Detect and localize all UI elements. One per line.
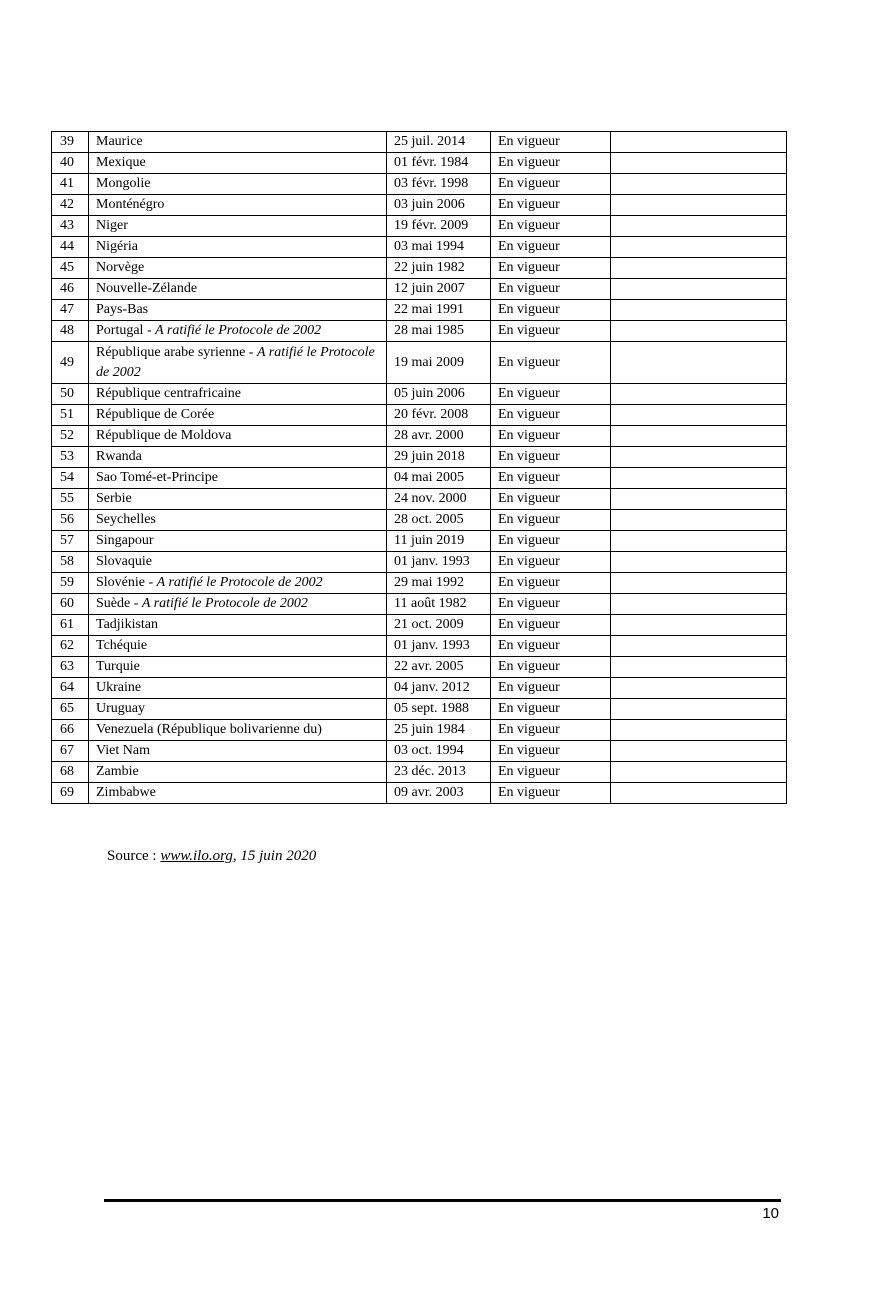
notes-cell [611,510,787,531]
status-cell: En vigueur [491,405,611,426]
country-cell [89,552,387,573]
ratification-date: 28 mai 1985 [387,321,491,342]
table-row [52,573,787,594]
notes-cell [611,741,787,762]
row-number: 43 [52,216,89,237]
ratification-date: 25 juin 1984 [387,720,491,741]
ratification-date: 22 mai 1991 [387,300,491,321]
country-cell [89,573,387,594]
country-name: Monténégro [96,197,165,212]
country-name: Suède - [96,596,142,611]
table-row [52,405,787,426]
country-cell [89,594,387,615]
country-name: Zambie [96,764,139,779]
row-number: 40 [52,153,89,174]
notes-cell [611,405,787,426]
row-number: 62 [52,636,89,657]
ratification-date: 22 avr. 2005 [387,657,491,678]
country-cell [89,720,387,741]
country-cell [89,216,387,237]
country-name: Singapour [96,533,154,548]
table-row [52,426,787,447]
ratification-date: 03 oct. 1994 [387,741,491,762]
country-cell [89,237,387,258]
notes-cell [611,237,787,258]
notes-cell [611,636,787,657]
row-number: 47 [52,300,89,321]
ratification-date: 29 mai 1992 [387,573,491,594]
status-cell: En vigueur [491,531,611,552]
protocol-note: A ratifié le Protocole de 2002 [155,323,322,338]
table-row [52,300,787,321]
row-number: 46 [52,279,89,300]
status-cell: En vigueur [491,237,611,258]
row-number: 61 [52,615,89,636]
table-row [52,153,787,174]
row-number: 39 [52,132,89,153]
ratification-date: 28 avr. 2000 [387,426,491,447]
notes-cell [611,699,787,720]
country-cell [89,762,387,783]
row-number: 60 [52,594,89,615]
status-cell: En vigueur [491,615,611,636]
notes-cell [611,615,787,636]
table-row [52,636,787,657]
table-row [52,279,787,300]
country-cell [89,300,387,321]
status-cell: En vigueur [491,741,611,762]
country-name: République de Moldova [96,428,232,443]
ratification-date: 22 juin 1982 [387,258,491,279]
status-cell: En vigueur [491,195,611,216]
country-cell [89,258,387,279]
row-number: 50 [52,384,89,405]
country-cell [89,699,387,720]
status-cell: En vigueur [491,552,611,573]
notes-cell [611,342,787,384]
country-cell [89,447,387,468]
status-cell: En vigueur [491,489,611,510]
status-cell: En vigueur [491,384,611,405]
protocol-note: A ratifié le Protocole de 2002 [141,596,308,611]
table-row [52,531,787,552]
table-body [52,132,787,804]
country-name: Slovénie - [96,575,157,590]
protocol-note: A ratifié le Protocole de 2002 [96,344,375,380]
notes-cell [611,720,787,741]
country-name: République arabe syrienne - [96,344,257,360]
row-number: 45 [52,258,89,279]
country-cell [89,132,387,153]
notes-cell [611,447,787,468]
table-row [52,342,787,384]
country-cell [89,657,387,678]
ratification-date: 03 févr. 1998 [387,174,491,195]
row-number: 42 [52,195,89,216]
row-number: 66 [52,720,89,741]
notes-cell [611,132,787,153]
row-number: 52 [52,426,89,447]
table-row [52,468,787,489]
notes-cell [611,489,787,510]
table-row [52,447,787,468]
row-number: 44 [52,237,89,258]
row-number: 55 [52,489,89,510]
row-number: 59 [52,573,89,594]
status-cell: En vigueur [491,783,611,804]
ratification-date: 19 févr. 2009 [387,216,491,237]
country-cell [89,468,387,489]
notes-cell [611,762,787,783]
ratification-date: 03 juin 2006 [387,195,491,216]
source-date: , 15 juin 2020 [232,848,317,864]
ratification-date: 05 juin 2006 [387,384,491,405]
row-number: 64 [52,678,89,699]
notes-cell [611,153,787,174]
row-number: 54 [52,468,89,489]
country-name: Ukraine [96,680,142,695]
country-name: Mexique [96,155,146,170]
source-link[interactable]: www.ilo.org [160,848,233,864]
status-cell: En vigueur [491,720,611,741]
country-cell [89,615,387,636]
country-cell [89,384,387,405]
country-name: Viet Nam [96,743,150,758]
country-cell [89,279,387,300]
ratification-date: 23 déc. 2013 [387,762,491,783]
notes-cell [611,657,787,678]
ratification-date: 12 juin 2007 [387,279,491,300]
footer-divider [104,1199,781,1202]
status-cell: En vigueur [491,279,611,300]
row-number: 63 [52,657,89,678]
notes-cell [611,216,787,237]
country-cell [89,510,387,531]
row-number: 53 [52,447,89,468]
ratification-date: 09 avr. 2003 [387,783,491,804]
table-row [52,615,787,636]
country-cell [89,741,387,762]
row-number: 65 [52,699,89,720]
notes-cell [611,195,787,216]
table-row [52,594,787,615]
country-cell [89,426,387,447]
notes-cell [611,174,787,195]
notes-cell [611,573,787,594]
country-cell [89,195,387,216]
table-row [52,657,787,678]
ratification-date: 04 mai 2005 [387,468,491,489]
country-name: Venezuela (République bolivarienne du) [96,722,322,737]
country-cell [89,342,387,384]
country-cell [89,174,387,195]
country-name: Rwanda [96,449,142,464]
country-name: Seychelles [96,512,156,527]
status-cell: En vigueur [491,699,611,720]
country-name: Tchéquie [96,638,148,653]
row-number: 51 [52,405,89,426]
ratification-date: 01 janv. 1993 [387,552,491,573]
ratification-date: 03 mai 1994 [387,237,491,258]
row-number: 69 [52,783,89,804]
notes-cell [611,468,787,489]
table-row [52,258,787,279]
source-label: Source : [107,848,161,864]
ratification-date: 29 juin 2018 [387,447,491,468]
table-row [52,174,787,195]
table-row [52,237,787,258]
ratification-date: 28 oct. 2005 [387,510,491,531]
status-cell: En vigueur [491,300,611,321]
table-row [52,132,787,153]
country-name: Slovaquie [96,554,152,569]
protocol-note: A ratifié le Protocole de 2002 [156,575,323,590]
country-name: Maurice [96,134,143,149]
page-number: 10 [762,1205,779,1222]
notes-cell [611,384,787,405]
status-cell: En vigueur [491,573,611,594]
table-row [52,195,787,216]
country-name: Sao Tomé-et-Principe [96,470,219,485]
ratification-date: 25 juil. 2014 [387,132,491,153]
country-cell [89,405,387,426]
table-row [52,552,787,573]
ratification-date: 24 nov. 2000 [387,489,491,510]
country-cell [89,321,387,342]
status-cell: En vigueur [491,636,611,657]
row-number: 56 [52,510,89,531]
table-row [52,321,787,342]
table-row [52,762,787,783]
status-cell: En vigueur [491,678,611,699]
status-cell: En vigueur [491,321,611,342]
status-cell: En vigueur [491,258,611,279]
row-number: 58 [52,552,89,573]
ratification-date: 11 août 1982 [387,594,491,615]
notes-cell [611,531,787,552]
ratification-date: 21 oct. 2009 [387,615,491,636]
row-number: 48 [52,321,89,342]
table-row [52,783,787,804]
status-cell: En vigueur [491,510,611,531]
status-cell: En vigueur [491,342,611,384]
country-name: République de Corée [96,407,215,422]
country-cell [89,153,387,174]
status-cell: En vigueur [491,426,611,447]
status-cell: En vigueur [491,762,611,783]
source-note [107,848,316,865]
country-name: Pays-Bas [96,302,149,317]
ratification-date: 19 mai 2009 [387,342,491,384]
status-cell: En vigueur [491,174,611,195]
table-row [52,510,787,531]
notes-cell [611,279,787,300]
country-cell [89,531,387,552]
table-row [52,699,787,720]
status-cell: En vigueur [491,216,611,237]
notes-cell [611,783,787,804]
country-name: Mongolie [96,176,151,191]
country-cell [89,678,387,699]
status-cell: En vigueur [491,447,611,468]
ratification-date: 05 sept. 1988 [387,699,491,720]
country-name: Tadjikistan [96,617,159,632]
country-name: Zimbabwe [96,785,156,800]
status-cell: En vigueur [491,153,611,174]
row-number: 57 [52,531,89,552]
ratification-date: 01 janv. 1993 [387,636,491,657]
status-cell: En vigueur [491,657,611,678]
country-name: Nouvelle-Zélande [96,281,198,296]
status-cell: En vigueur [491,468,611,489]
notes-cell [611,321,787,342]
country-name: République centrafricaine [96,386,241,401]
status-cell: En vigueur [491,594,611,615]
table-row [52,678,787,699]
country-name: Serbie [96,491,132,506]
notes-cell [611,426,787,447]
table-row [52,216,787,237]
ratification-date: 20 févr. 2008 [387,405,491,426]
country-cell [89,783,387,804]
notes-cell [611,258,787,279]
row-number: 68 [52,762,89,783]
row-number: 67 [52,741,89,762]
country-cell [89,489,387,510]
notes-cell [611,300,787,321]
country-name: Portugal - [96,323,156,338]
ratification-date: 04 janv. 2012 [387,678,491,699]
table-row [52,489,787,510]
row-number: 49 [52,342,89,384]
country-name: Nigéria [96,239,138,254]
notes-cell [611,678,787,699]
country-name: Turquie [96,659,140,674]
ratification-table [51,131,787,804]
country-cell [89,636,387,657]
country-name: Uruguay [96,701,145,716]
table-row [52,741,787,762]
table-row [52,384,787,405]
ratification-date: 11 juin 2019 [387,531,491,552]
country-name: Niger [96,218,128,233]
status-cell: En vigueur [491,132,611,153]
row-number: 41 [52,174,89,195]
country-name: Norvège [96,260,145,275]
ratification-date: 01 févr. 1984 [387,153,491,174]
notes-cell [611,552,787,573]
notes-cell [611,594,787,615]
table-row [52,720,787,741]
